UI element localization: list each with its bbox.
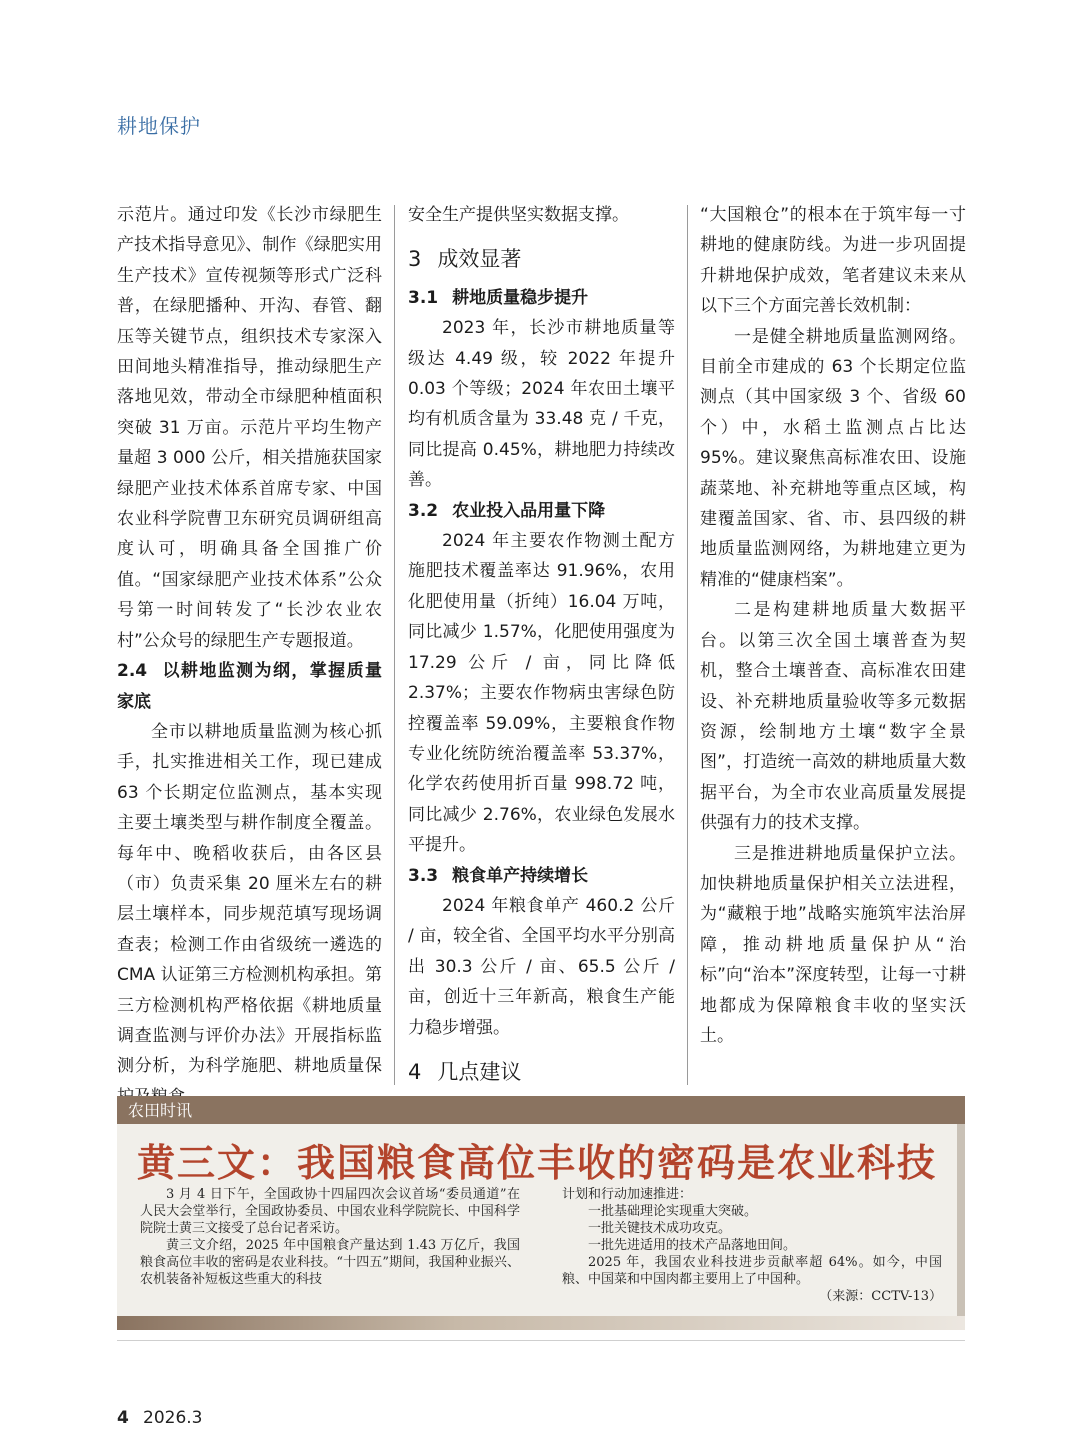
heading-number: 4 bbox=[408, 1059, 422, 1084]
news-paragraph: 2025 年，我国农业科技进步贡献率超 64%。如今，中国粮、中国菜和中国肉都主要用上了中国种。 bbox=[562, 1255, 942, 1287]
news-list-item: 一批基础理论实现重大突破。 bbox=[588, 1204, 758, 1219]
paragraph: 安全生产提供坚实数据支撑。 bbox=[408, 205, 629, 225]
news-source: （来源：CCTV-13） bbox=[819, 1289, 942, 1304]
news-column-left bbox=[140, 1186, 520, 1288]
subheading-3-1 bbox=[408, 283, 675, 313]
subheading-text: 农业投入品用量下降 bbox=[452, 500, 606, 521]
subheading-number: 3.1 bbox=[408, 287, 439, 308]
news-paragraph: 黄三文介绍，2025 年中国粮食产量达到 1.43 万亿斤，我国粮食高位丰收的密码是农业科技。“十四五”期间，我国种业振兴、农机装备补短板这些重大的科技 bbox=[140, 1238, 520, 1287]
news-paragraph: 计划和行动加速推进： bbox=[562, 1187, 693, 1202]
news-header-bar bbox=[117, 1096, 965, 1124]
paragraph: 三是推进耕地质量保护立法。加快耕地质量保护相关立法进程，为“藏粮于地”战略实施筑牢法治屏障，推动耕地质量保护从“治标”向“治本”深度转型，让每一寸耕地都成为保障粮食丰收的坚实沃土。 bbox=[700, 843, 966, 1046]
news-column-right bbox=[562, 1186, 942, 1305]
heading-number: 3 bbox=[408, 247, 422, 272]
paragraph: 2023 年，长沙市耕地质量等级达 4.49 级，较 2022 年提升 0.03 个等级；2024 年农田土壤平均有机质含量为 33.48 克 / 千克，同比提高 0.45%，耕地肥力持续改善。 bbox=[408, 318, 675, 491]
heading-text: 几点建议 bbox=[437, 1059, 522, 1084]
paragraph: 一是健全耕地质量监测网络。目前全市建成的 63 个长期定位监测点（其中国家级 3 个、省级 60 个）中，水稻土监测点占比达 95%。建议聚焦高标准农田、设施蔬菜地、补充耕地等重点区域，构建覆盖国家、省、市、县四级的耕地质量监测网络，为耕地建立更为精准的“健康档案”。 bbox=[700, 326, 966, 590]
news-paragraph: 3 月 4 日下午，全国政协十四届四次会议首场“委员通道”在人民大会堂举行，全国政协委员、中国农业科学院院长、中国科学院院士黄三文接受了总台记者采访。 bbox=[140, 1187, 520, 1236]
subheading-number: 3.2 bbox=[408, 500, 439, 521]
page-number: 4 bbox=[117, 1408, 129, 1428]
section-label: 耕地保护 bbox=[117, 114, 201, 138]
subheading-text: 以耕地监测为纲，掌握质量家底 bbox=[117, 661, 382, 712]
news-list-item: 一批先进适用的技术产品落地田间。 bbox=[588, 1238, 797, 1253]
subheading-text: 耕地质量稳步提升 bbox=[452, 287, 589, 308]
news-title: 黄三文：我国粮食高位丰收的密码是农业科技 bbox=[136, 1140, 937, 1185]
heading-text: 成效显著 bbox=[437, 247, 522, 272]
subheading-3-2 bbox=[408, 496, 675, 526]
paragraph: 示范片。通过印发《长沙市绿肥生产技术指导意见》、制作《绿肥实用生产技术》宣传视频等形式广泛科普，在绿肥播种、开沟、春管、翻压等关键节点，组织技术专家深入田间地头精准指导，推动绿肥生产落地见效，带动全市绿肥种植面积突破 31 万亩。示范片平均生物产量超 3 000 公斤，相关措施获国家绿肥产业技术体系首席专家、中国农业科学院曹卫东研究员调研组高度认可，明确具备全国推广价值。“国家绿肥产业技术体系”公众号第一时间转发了“长沙农业农村”公众号的绿肥生产专题报道。 bbox=[117, 205, 382, 651]
news-label: 农田时讯 bbox=[128, 1101, 193, 1120]
issue-number: 2026.3 bbox=[143, 1408, 203, 1428]
paragraph: 2024 年主要农作物测土配方施肥技术覆盖率达 91.96%，农用化肥使用量（折纯）16.04 万吨，同比减少 1.57%，化肥使用强度为 17.29 公斤 / 亩，同比降低 2.37%；主要农作物病虫害绿色防控覆盖率 59.09%，主要粮食作物专业化统防统治覆盖率 53.37%，化学农药使用折百量 998.72 吨，同比减少 2.76%，农业绿色发展水平提升。 bbox=[408, 531, 675, 856]
heading-4 bbox=[408, 1057, 675, 1087]
footer-divider bbox=[117, 1340, 965, 1341]
article-column-2 bbox=[408, 200, 675, 1126]
subheading-3-3 bbox=[408, 861, 675, 891]
heading-3 bbox=[408, 244, 675, 274]
article-column-1 bbox=[117, 200, 382, 1112]
news-bottom-bar bbox=[117, 1316, 965, 1330]
paragraph: 2024 年粮食单产 460.2 公斤 / 亩，较全省、全国平均水平分别高出 30.3 公斤 / 亩、65.5 公斤 / 亩，创近十三年新高，粮食生产能力稳步增强。 bbox=[408, 895, 675, 1038]
subheading-2-4 bbox=[117, 656, 382, 717]
column-divider bbox=[687, 205, 688, 1085]
column-divider bbox=[394, 205, 395, 1085]
article-column-3 bbox=[700, 200, 966, 1051]
subheading-text: 粮食单产持续增长 bbox=[452, 865, 589, 886]
paragraph: 全市以耕地质量监测为核心抓手，扎实推进相关工作，现已建成 63 个长期定位监测点，基本实现主要土壤类型与耕作制度全覆盖。每年中、晚稻收获后，由各区县（市）负责采集 20 厘米左右的耕层土壤样本，同步规范填写现场调查表；检测工作由省级统一遴选的 CMA 认证第三方检测机构承担。第三方检测机构严格依据《耕地质量调查监测与评价办法》开展指标监测分析，为科学施肥、耕地质量保 bbox=[117, 721, 382, 1077]
subheading-number: 3.3 bbox=[408, 865, 439, 886]
paragraph: “大国粮仓”的根本在于筑牢每一寸耕地的健康防线。为进一步巩固提升耕地保护成效，笔者建议未来从以下三个方面完善长效机制： bbox=[700, 205, 966, 317]
subheading-number: 2.4 bbox=[117, 661, 148, 682]
paragraph: 二是构建耕地质量大数据平台。以第三次全国土壤普查为契机，整合土壤普查、高标准农田建设、补充耕地质量验收等多元数据资源，绘制地方土壤“数字全景图”，打造统一高效的耕地质量大数据平台，为全市农业高质量发展提供强有力的技术支撑。 bbox=[700, 600, 966, 834]
news-list-item: 一批关键技术成功攻克。 bbox=[588, 1221, 732, 1236]
